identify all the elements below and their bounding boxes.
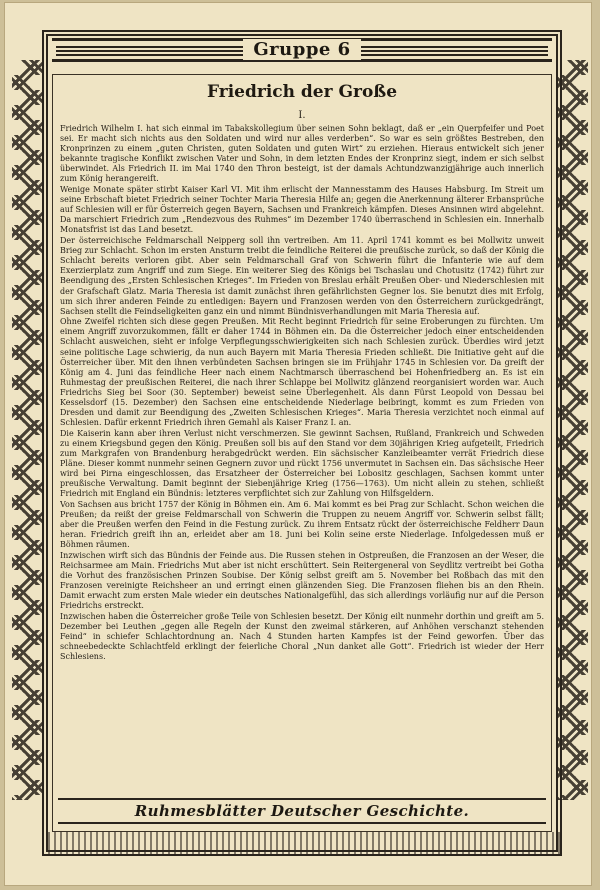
paragraph: Inzwischen wirft sich das Bündnis der Feinde aus. Die Russen stehen in Ostpreußen, die Franzosen an der Weser, die Reichsarmee am Main. Friedrichs Mut aber ist nicht erschüttert. Sein Reitergeneral von Seydlitz vertreibt bei Gotha die Vorhut des französischen Prinzen Soubise. Der König selbst greift am 5. November bei Roßbach das mit den Franzosen vereinigte Reichsheer an und erringt einen glänzenden Sieg. Die Franzosen fliehen bis an den Rhein. Damit erwacht zum ersten Male wieder ein deutsches Nationalgefühl, das sich allerdings vorläufig nur auf die Person Friedrichs erstreckt.: [60, 550, 544, 611]
article-title: Friedrich der Große: [206, 82, 398, 102]
paragraph: Wenige Monate später stirbt Kaiser Karl VI. Mit ihm erlischt der Mannesstamm des Hauses Habsburg. Im Streit um seine Erbschaft bietet Friedrich seiner Tochter Maria Theresia Hilfe an; gegen die Anerkennung älterer Erbansprüche auf Schlesien will er für Österreich gegen Bayern, Sachsen und Frankreich kämpfen. Dieses Ansinnen wird abgelehnt. Da marschiert Friedrich zum „Rendezvous des Ruhmes“ im Dezember 1740 überraschend in Schlesien ein. Innerhalb Monatsfrist ist das Land besetzt.: [60, 185, 544, 235]
paragraph: Von Sachsen aus bricht 1757 der König in Böhmen ein. Am 6. Mai kommt es bei Prag zur Schlacht. Schon weichen die Preußen; da reißt der greise Feldmarschall von Schwerin die Truppen zu neuem Angriff vor. Schwerin selbst fällt; aber die Preußen werfen den Feind in die Festung zurück. Zu ihrem Entsatz rückt der österreichische Feldherr Daun heran. Friedrich greift ihn an, erleidet aber am 18. Juni bei Kolin seine erste Niederlage. Infolgedessen muß er Böhmen räumen.: [60, 499, 544, 550]
right-ornament: [558, 60, 588, 800]
group-title: Gruppe 6: [52, 41, 552, 59]
paragraph: Friedrich Wilhelm I. hat sich einmal im Tabakskollegium über seinen Sohn beklagt, daß er „ein Querpfeifer und Poet sei. Er macht sich nichts aus den Soldaten und wird nur alles verderben“. So war es sein größtes Bestreben, den Kronprinzen zu einem „guten Christen, guten Soldaten und guten Wirt“ zu erziehen. Hieraus entwickelt sich jener bekannte tragische Konflikt zwischen Vater und Sohn, in dem letzten Endes der Kronprinz siegt, indem er sich selbst überwindet. Als Friedrich II. im Mai 1740 den Thron besteigt, ist der damals Achtundzwanzigjährige auch innerlich zum König herangereift.: [60, 124, 544, 184]
paragraph: Inzwischen haben die Österreicher große Teile von Schlesien besetzt. Der König eilt nunmehr dorthin und greift am 5. Dezember bei Leuthen „gegen alle Regeln der Kunst den zweimal stärkeren, auf Anhöhen verschanzt stehenden Feind“ in schiefer Schlachtordnung an. Nach 4 Stunden harten Kampfes ist der Feind geworfen. Über das schneebedeckte Schlachtfeld erklingt der feierliche Choral „Nun danket alle Gott“. Friedrich ist wieder der Herr Schlesiens.: [60, 612, 544, 662]
paragraph: Ohne Zweifel richten sich diese gegen Preußen. Mit Recht beginnt Friedrich für seine Eroberungen zu fürchten. Um einem Angriff zuvorzukommen, fällt er daher 1744 in Böhmen ein. Da die Österreicher jedoch einer entscheidenden Schlacht ausweichen, sieht er infolge Verpflegungsschwierigkeiten sich nach Schlesien zurück. Überdies wird jetzt seine politische Lage schwierig, da nun auch Bayern mit Maria Theresia Frieden schließt. Die Initiative geht auf die Österreicher über. Mit den ihnen verbündeten Sachsen bringen sie im Frühjahr 1745 in Schlesien vor. Da greift der König am 4. Juni das feindliche Heer nach einem Nachtmarsch überraschend bei Hohenfriedberg an. Es ist ein Ruhmestag der preußischen Reiterei, die nach ihrer Schlappe bei Mollwitz glänzend reorganisiert worden war. Auch Friedrichs Sieg bei Soor (30. September) beweist seine Überlegenheit. Als dann Fürst Leopold von Dessau bei Kesselsdorf (15. Dezember) den Sachsen eine entscheidende Niederlage beibringt, kommt es zum Frieden von Dresden und damit zur Beendigung des „Zweiten Schlesischen Krieges“. Maria Theresia verzichtet noch einmal auf Schlesien. Dafür erkennt Friedrich ihren Gemahl als Kaiser Franz I. an.: [60, 317, 544, 428]
footer-series-title: Ruhmesblätter Deutscher Geschichte.: [58, 798, 546, 824]
header-bar: [52, 38, 552, 62]
paragraph: Der österreichische Feldmarschall Neipperg soll ihn vertreiben. Am 11. April 1741 kommt es bei Mollwitz unweit Brieg zur Schlacht. Schon im ersten Ansturm treibt die feindliche Reiterei die preußische zurück, so daß der König die Schlacht bereits verloren gibt. Aber sein Feldmarschall Graf von Schwerin führt die Infanterie wie auf dem Exerzierplatz zum Angriff und zum Siege. Ein weiterer Sieg des Königs bei Tschaslau und Chotusitz (1742) führt zur Beendigung des „Ersten Schlesischen Krieges“. Im Frieden von Breslau erhält Preußen Ober- und Niederschlesien mit der Grafschaft Glatz. Maria Theresia ist damit zunächst ihren gefährlichsten Gegner los. Sie benutzt dies mit Erfolg, um sich ihrer anderen Feinde zu entledigen: Bayern und Franzosen werden von den Österreichern zurückgedrängt, Sachsen stellt die Feindseligkeiten ganz ein und nimmt Bündnisverhandlungen mit Maria Theresia auf.: [60, 236, 544, 316]
left-ornament: [12, 60, 42, 800]
article-body: [60, 124, 544, 814]
bottom-ornament-band: [42, 832, 562, 856]
section-number: I.: [298, 110, 306, 121]
paragraph: Die Kaiserin kann aber ihren Verlust nicht verschmerzen. Sie gewinnt Sachsen, Rußland, Frankreich und Schweden zu einem Kriegsbund gegen den König. Preußen soll bis auf den Stand vor dem 30jährigen Krieg aufgeteilt, Friedrich zum Markgrafen von Brandenburg herabgedrückt werden. Ein sächsischer Kanzleibeamter verrät Friedrich diese Pläne. Dieser kommt nunmehr seinen Gegnern zuvor und rückt 1756 unvermutet in Sachsen ein. Das sächsische Heer wird bei Pirna eingeschlossen, das Ersatzheer der Österreicher bei Lobositz geschlagen, Sachsen kommt unter preußische Verwaltung. Damit beginnt der Siebenjährige Krieg (1756—1763). Um nicht allein zu stehen, schließt Friedrich mit England ein Bündnis: letzteres verpflichtet sich zur Zahlung von Hilfsgeldern.: [60, 428, 544, 499]
